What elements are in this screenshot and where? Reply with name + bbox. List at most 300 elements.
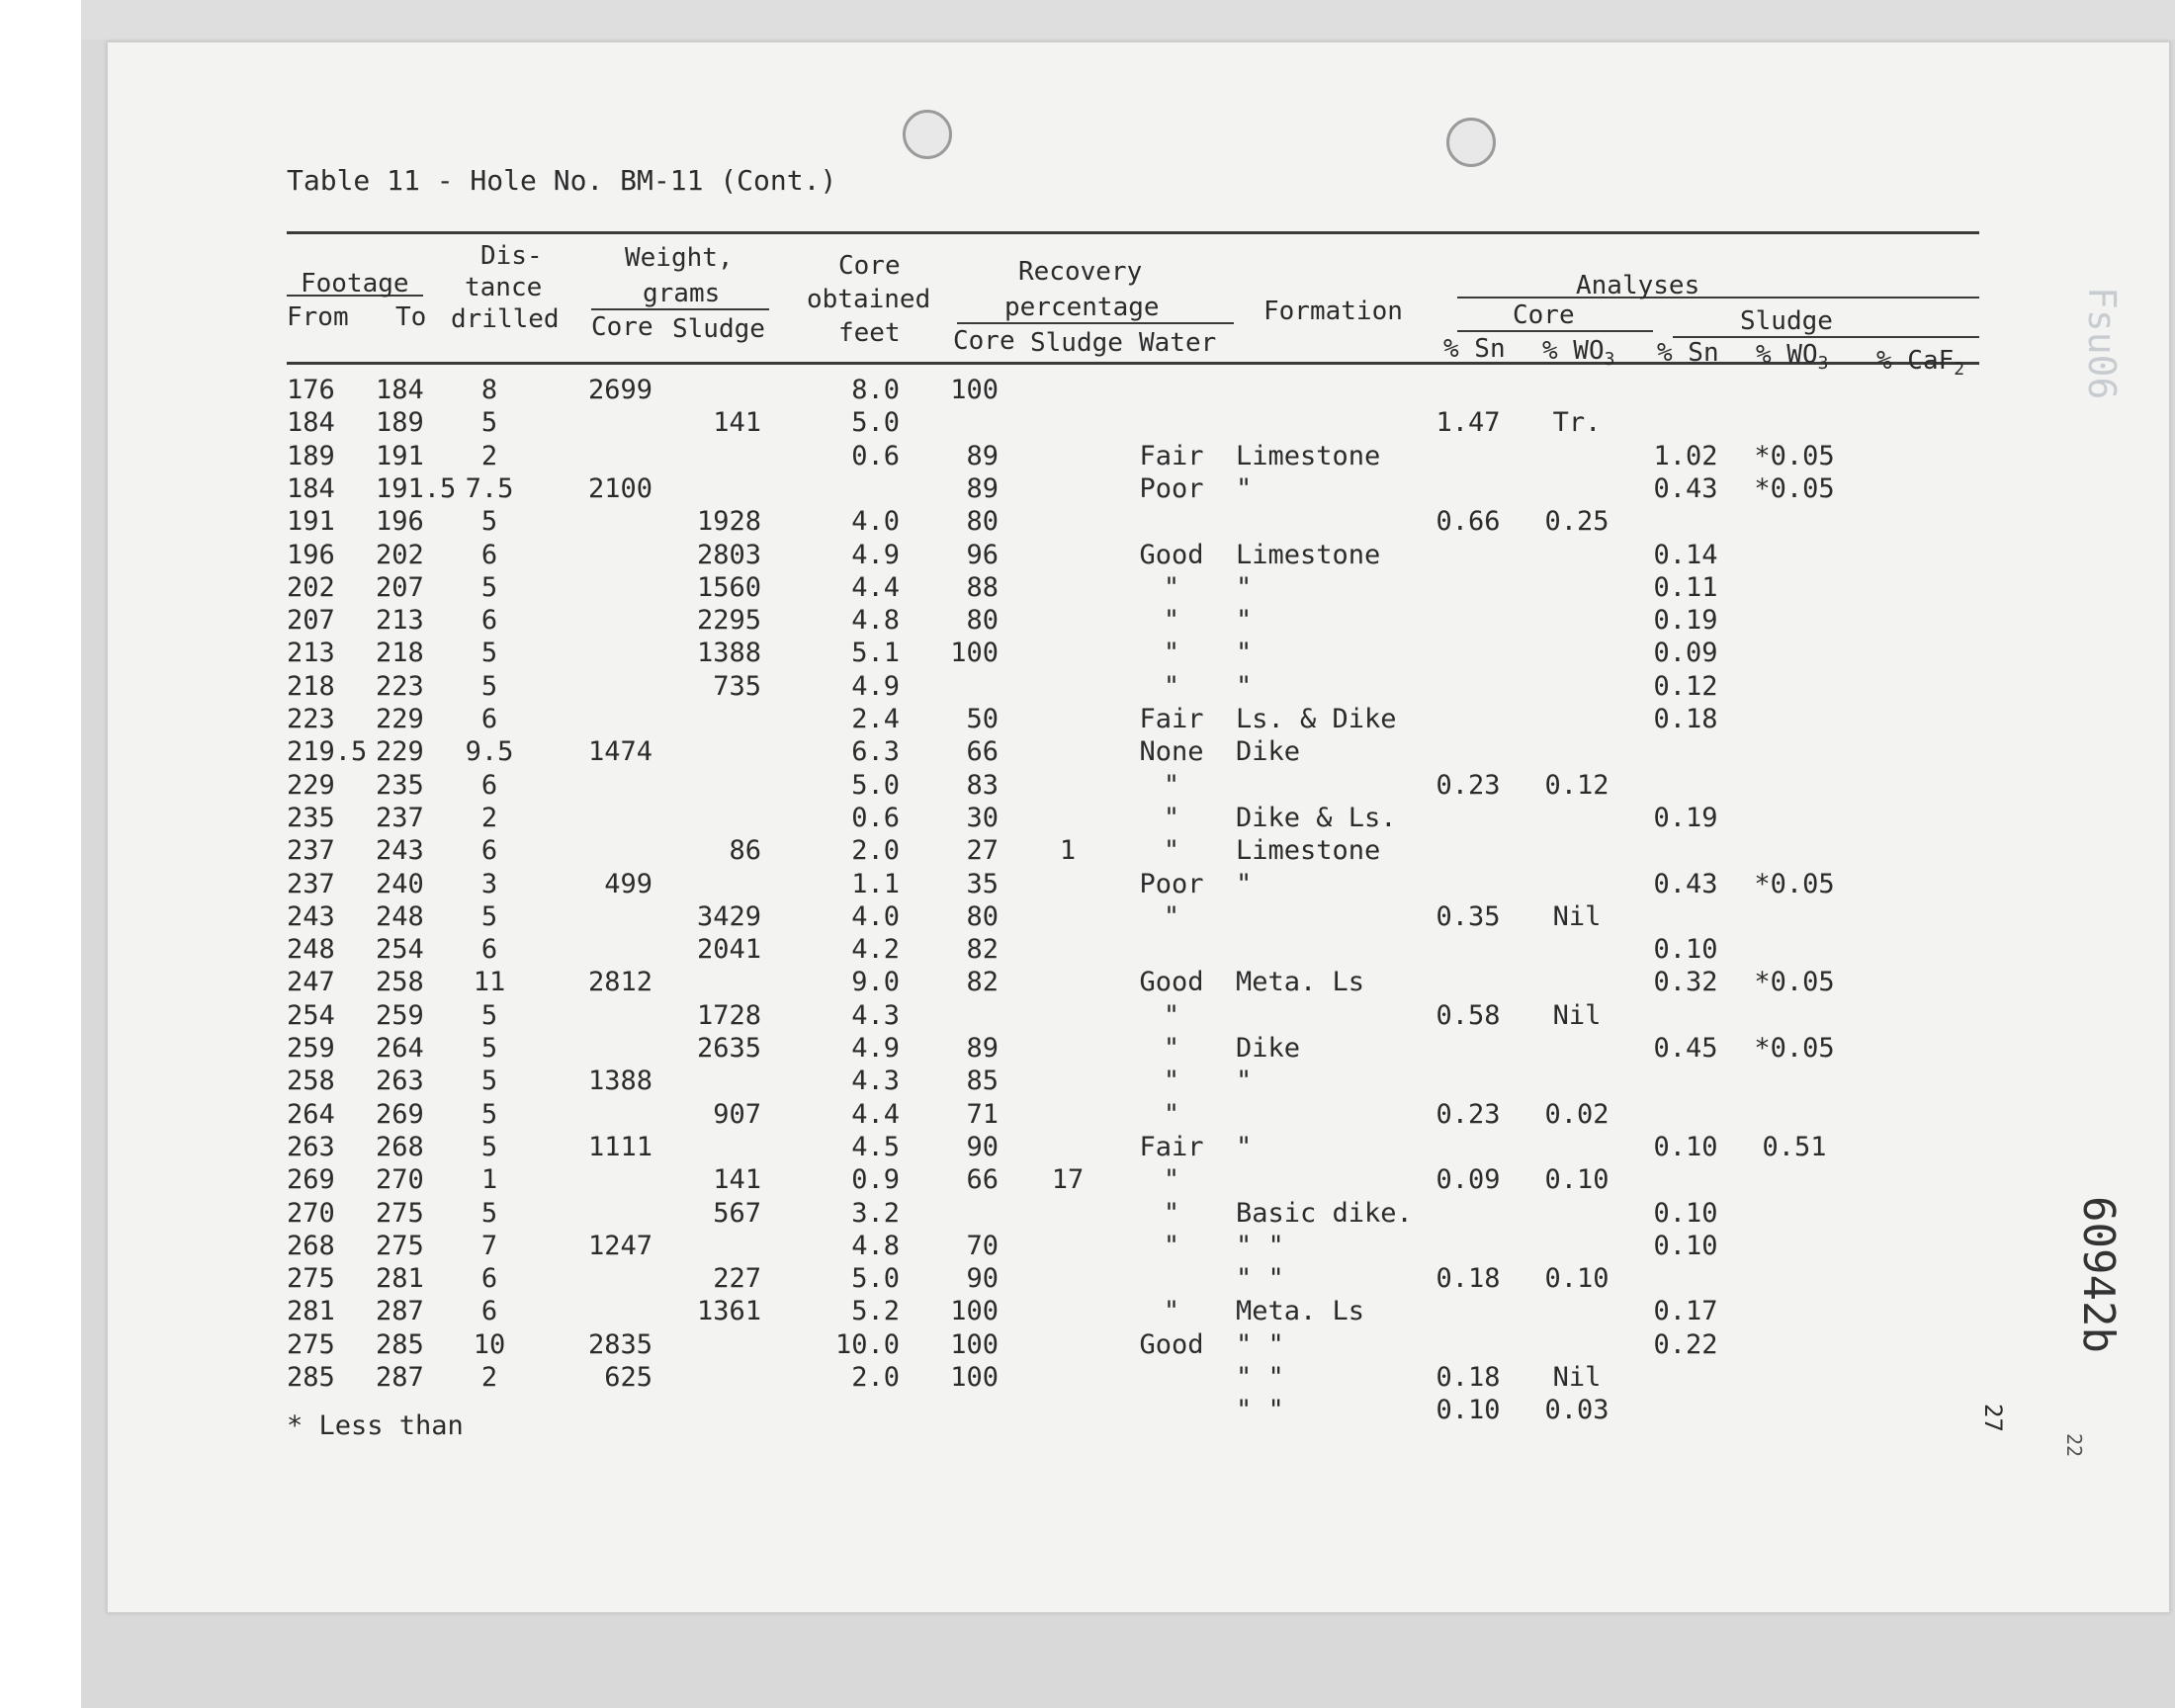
cell-weight-core: 2835 <box>587 1329 652 1360</box>
header-weight-top: Weight, <box>625 243 734 273</box>
header-bottom-rule <box>287 362 1979 365</box>
cell-core-feet: 4.3 <box>851 1066 900 1096</box>
cell-core-feet: 0.6 <box>851 803 900 833</box>
header-recovery-water: Water <box>1139 328 1217 358</box>
cell-drilled: 5 <box>480 1033 498 1064</box>
cell-core-feet: 4.0 <box>851 506 900 537</box>
cell-core-feet: 2.4 <box>851 704 900 734</box>
cell-from: 281 <box>287 1296 335 1326</box>
cell-rec-core: 96 <box>966 540 999 570</box>
cell-rec-sludge: 17 <box>1051 1164 1085 1195</box>
cell-weight-sludge: 227 <box>713 1263 761 1294</box>
cell-sludge-sn: 0.19 <box>1653 803 1718 833</box>
cell-core-feet: 2.0 <box>851 1362 900 1393</box>
cell-core-feet: 4.8 <box>851 605 900 636</box>
cell-weight-sludge: 1728 <box>696 1000 761 1031</box>
cell-sludge-sn: 0.18 <box>1653 704 1718 734</box>
left-margin-strip <box>0 0 81 1708</box>
cell-from: 229 <box>287 770 335 801</box>
cell-to: 275 <box>376 1198 424 1229</box>
cell-sludge-sn: 0.12 <box>1653 671 1718 702</box>
cell-core-feet: 9.0 <box>851 967 900 997</box>
stamp-number: 60942b <box>2073 1196 2124 1353</box>
cell-core-sn: 0.09 <box>1436 1164 1501 1195</box>
cell-core-feet: 10.0 <box>834 1329 900 1360</box>
cell-from: 189 <box>287 441 335 471</box>
cell-sludge-wo3: *0.05 <box>1754 869 1835 899</box>
cell-core-feet: 5.0 <box>851 770 900 801</box>
cell-weight-core: 1111 <box>587 1132 652 1162</box>
cell-drilled: 11 <box>473 967 506 997</box>
cell-quality: " <box>1163 1066 1180 1096</box>
cell-rec-core: 85 <box>966 1066 999 1096</box>
cell-weight-sludge: 2295 <box>696 605 761 636</box>
cell-core-sn: 0.10 <box>1436 1395 1501 1425</box>
cell-rec-core: 100 <box>950 1362 999 1393</box>
cell-rec-core: 89 <box>966 441 999 471</box>
cell-to: 275 <box>376 1231 424 1261</box>
header-analyses-sludge: Sludge <box>1740 306 1833 336</box>
cell-drilled: 1 <box>480 1164 498 1195</box>
cell-core-feet: 0.6 <box>851 441 900 471</box>
cell-core-wo3: 0.12 <box>1544 770 1610 801</box>
cell-to: 218 <box>376 638 424 668</box>
cell-from: 268 <box>287 1231 335 1261</box>
cell-drilled: 2 <box>480 1362 498 1393</box>
cell-from: 247 <box>287 967 335 997</box>
header-core-obtained-feet: feet <box>838 318 901 348</box>
cell-rec-core: 27 <box>966 835 999 866</box>
cell-drilled: 5 <box>480 638 498 668</box>
cell-formation: Dike <box>1236 736 1301 767</box>
cell-drilled: 10 <box>473 1329 506 1360</box>
header-recovery-mid: percentage <box>1004 293 1160 322</box>
cell-weight-core: 2812 <box>587 967 652 997</box>
cell-to: 259 <box>376 1000 424 1031</box>
cell-drilled: 6 <box>480 835 498 866</box>
cell-rec-core: 80 <box>966 506 999 537</box>
cell-drilled: 6 <box>480 1263 498 1294</box>
cell-formation: " " <box>1236 1231 1284 1261</box>
cell-formation: " <box>1236 869 1253 899</box>
cell-rec-core: 82 <box>966 934 999 965</box>
cell-drilled: 2 <box>480 441 498 471</box>
punch-hole-right <box>1446 118 1496 167</box>
cell-drilled: 5 <box>480 1066 498 1096</box>
cell-formation: " <box>1236 605 1253 636</box>
cell-rec-core: 89 <box>966 473 999 504</box>
header-sludge-caf2: % CaF$_2$ <box>1876 346 1965 380</box>
cell-rec-core: 70 <box>966 1231 999 1261</box>
cell-quality: " <box>1163 835 1180 866</box>
cell-sludge-sn: 0.22 <box>1653 1329 1718 1360</box>
cell-drilled: 5 <box>480 671 498 702</box>
header-core-wo3: % $WO_3$ <box>1542 336 1615 370</box>
header-core-obtained-top: Core <box>838 251 901 281</box>
cell-from: 176 <box>287 375 335 405</box>
cell-quality: None <box>1139 736 1204 767</box>
cell-core-sn: 0.58 <box>1436 1000 1501 1031</box>
cell-to: 269 <box>376 1099 424 1130</box>
cell-core-feet: 1.1 <box>851 869 900 899</box>
cell-weight-core: 625 <box>604 1362 652 1393</box>
header-top-rule <box>287 231 1979 234</box>
recovery-underline <box>957 322 1234 324</box>
header-distance-mid: tance <box>465 273 543 302</box>
cell-from: 269 <box>287 1164 335 1195</box>
cell-quality: " <box>1163 803 1180 833</box>
cell-formation: Limestone <box>1236 835 1381 866</box>
header-core-obtained-mid: obtained <box>807 285 931 314</box>
header-from: From <box>287 302 349 332</box>
header-sludge-wo3: % $WO_3$ <box>1756 340 1829 374</box>
cell-rec-core: 100 <box>950 375 999 405</box>
header-recovery-top: Recovery <box>1018 257 1143 287</box>
cell-core-feet: 0.9 <box>851 1164 900 1195</box>
cell-to: 258 <box>376 967 424 997</box>
cell-quality: " <box>1163 638 1180 668</box>
cell-quality: " <box>1163 1198 1180 1229</box>
cell-core-wo3: Nil <box>1552 1000 1602 1031</box>
header-to: To <box>395 302 427 332</box>
cell-from: 184 <box>287 407 335 438</box>
cell-core-feet: 4.4 <box>851 572 900 603</box>
cell-drilled: 5 <box>480 407 498 438</box>
cell-from: 237 <box>287 869 335 899</box>
table-title: Table 11 - Hole No. BM-11 (Cont.) <box>287 164 837 197</box>
cell-core-feet: 4.8 <box>851 1231 900 1261</box>
cell-drilled: 6 <box>480 704 498 734</box>
cell-formation: Meta. Ls <box>1236 967 1365 997</box>
cell-sludge-sn: 0.19 <box>1653 605 1718 636</box>
cell-drilled: 3 <box>480 869 498 899</box>
cell-quality: " <box>1163 1231 1180 1261</box>
punch-hole-left <box>903 110 952 159</box>
cell-weight-core: 1247 <box>587 1231 652 1261</box>
cell-weight-core: 1388 <box>587 1066 652 1096</box>
cell-drilled: 5 <box>480 1000 498 1031</box>
cell-quality: " <box>1163 572 1180 603</box>
cell-weight-core: 2699 <box>587 375 652 405</box>
cell-formation: " <box>1236 1066 1253 1096</box>
cell-core-wo3: 0.10 <box>1544 1164 1610 1195</box>
cell-from: 270 <box>287 1198 335 1229</box>
cell-from: 263 <box>287 1132 335 1162</box>
cell-drilled: 5 <box>480 572 498 603</box>
cell-rec-core: 89 <box>966 1033 999 1064</box>
header-recovery-sludge: Sludge <box>1030 328 1123 358</box>
cell-formation: " <box>1236 671 1253 702</box>
page-number: 27 <box>1979 1404 2007 1432</box>
cell-weight-sludge: 2803 <box>696 540 761 570</box>
cell-core-sn: 0.23 <box>1436 1099 1501 1130</box>
cell-rec-core: 50 <box>966 704 999 734</box>
cell-weight-sludge: 735 <box>713 671 761 702</box>
cell-core-feet: 4.4 <box>851 1099 900 1130</box>
cell-weight-sludge: 2635 <box>696 1033 761 1064</box>
cell-sludge-wo3: *0.05 <box>1754 441 1835 471</box>
cell-from: 223 <box>287 704 335 734</box>
cell-drilled: 9.5 <box>465 736 514 767</box>
cell-from: 275 <box>287 1329 335 1360</box>
cell-formation: " " <box>1236 1362 1284 1393</box>
cell-formation: " <box>1236 638 1253 668</box>
cell-sludge-sn: 0.32 <box>1653 967 1718 997</box>
cell-rec-core: 82 <box>966 967 999 997</box>
cell-drilled: 6 <box>480 540 498 570</box>
cell-formation: " " <box>1236 1329 1284 1360</box>
cell-sludge-sn: 0.10 <box>1653 1132 1718 1162</box>
cell-sludge-wo3: 0.51 <box>1762 1132 1827 1162</box>
cell-drilled: 5 <box>480 1132 498 1162</box>
margin-small-mark: 22 <box>2062 1433 2086 1458</box>
cell-drilled: 2 <box>480 803 498 833</box>
cell-to: 281 <box>376 1263 424 1294</box>
cell-core-feet: 5.2 <box>851 1296 900 1326</box>
header-recovery-core: Core <box>953 326 1015 356</box>
cell-to: 287 <box>376 1296 424 1326</box>
cell-from: 243 <box>287 901 335 932</box>
cell-rec-core: 66 <box>966 1164 999 1195</box>
cell-to: 223 <box>376 671 424 702</box>
cell-formation: Limestone <box>1236 540 1381 570</box>
cell-rec-sludge: 1 <box>1059 835 1077 866</box>
cell-drilled: 6 <box>480 605 498 636</box>
cell-quality: " <box>1163 1164 1180 1195</box>
cell-core-sn: 0.66 <box>1436 506 1501 537</box>
cell-quality: Poor <box>1139 473 1204 504</box>
cell-to: 240 <box>376 869 424 899</box>
cell-quality: Fair <box>1139 1132 1204 1162</box>
cell-rec-core: 88 <box>966 572 999 603</box>
cell-quality: " <box>1163 671 1180 702</box>
cell-from: 219.5 <box>287 736 368 767</box>
cell-from: 285 <box>287 1362 335 1393</box>
cell-to: 207 <box>376 572 424 603</box>
cell-to: 196 <box>376 506 424 537</box>
cell-rec-core: 80 <box>966 901 999 932</box>
core-analyses-underline <box>1457 330 1653 332</box>
cell-weight-sludge: 1388 <box>696 638 761 668</box>
cell-to: 202 <box>376 540 424 570</box>
cell-to: 189 <box>376 407 424 438</box>
cell-weight-sludge: 2041 <box>696 934 761 965</box>
cell-sludge-sn: 0.14 <box>1653 540 1718 570</box>
cell-weight-sludge: 567 <box>713 1198 761 1229</box>
cell-from: 275 <box>287 1263 335 1294</box>
header-analyses-core: Core <box>1513 300 1575 330</box>
cell-weight-sludge: 1560 <box>696 572 761 603</box>
cell-to: 229 <box>376 736 424 767</box>
cell-core-sn: 0.18 <box>1436 1362 1501 1393</box>
cell-formation: " " <box>1236 1395 1284 1425</box>
cell-weight-sludge: 141 <box>713 1164 761 1195</box>
cell-from: 196 <box>287 540 335 570</box>
cell-sludge-wo3: *0.05 <box>1754 473 1835 504</box>
cell-quality: Good <box>1139 540 1204 570</box>
cell-drilled: 6 <box>480 1296 498 1326</box>
cell-formation: Ls. & Dike <box>1236 704 1397 734</box>
cell-sludge-wo3: *0.05 <box>1754 1033 1835 1064</box>
cell-to: 237 <box>376 803 424 833</box>
cell-quality: " <box>1163 1033 1180 1064</box>
header-footage: Footage <box>301 269 409 299</box>
cell-quality: Fair <box>1139 441 1204 471</box>
cell-to: 270 <box>376 1164 424 1195</box>
cell-to: 248 <box>376 901 424 932</box>
cell-core-feet: 5.1 <box>851 638 900 668</box>
cell-formation: " <box>1236 473 1253 504</box>
cell-from: 191 <box>287 506 335 537</box>
cell-quality: " <box>1163 901 1180 932</box>
cell-drilled: 5 <box>480 901 498 932</box>
cell-core-feet: 3.2 <box>851 1198 900 1229</box>
cell-core-feet: 4.2 <box>851 934 900 965</box>
cell-formation: " <box>1236 1132 1253 1162</box>
cell-sludge-sn: 0.10 <box>1653 1231 1718 1261</box>
cell-sludge-sn: 0.43 <box>1653 473 1718 504</box>
cell-sludge-sn: 0.09 <box>1653 638 1718 668</box>
cell-quality: Fair <box>1139 704 1204 734</box>
cell-drilled: 5 <box>480 1099 498 1130</box>
cell-to: 264 <box>376 1033 424 1064</box>
cell-core-sn: 0.23 <box>1436 770 1501 801</box>
cell-drilled: 6 <box>480 770 498 801</box>
header-weight-core: Core <box>591 312 653 342</box>
cell-drilled: 7 <box>480 1231 498 1261</box>
cell-formation: " " <box>1236 1263 1284 1294</box>
cell-from: 254 <box>287 1000 335 1031</box>
cell-core-feet: 4.9 <box>851 1033 900 1064</box>
cell-rec-core: 80 <box>966 605 999 636</box>
cell-sludge-sn: 0.43 <box>1653 869 1718 899</box>
cell-core-wo3: Nil <box>1552 901 1602 932</box>
cell-to: 191.5 <box>376 473 457 504</box>
cell-quality: " <box>1163 1099 1180 1130</box>
cell-core-wo3: Nil <box>1552 1362 1602 1393</box>
cell-core-feet: 4.5 <box>851 1132 900 1162</box>
cell-formation: Meta. Ls <box>1236 1296 1365 1326</box>
cell-core-feet: 4.3 <box>851 1000 900 1031</box>
cell-to: 235 <box>376 770 424 801</box>
cell-rec-core: 90 <box>966 1263 999 1294</box>
cell-quality: " <box>1163 605 1180 636</box>
cell-from: 248 <box>287 934 335 965</box>
cell-from: 213 <box>287 638 335 668</box>
header-distance-top: Dis- <box>480 241 543 271</box>
cell-weight-sludge: 907 <box>713 1099 761 1130</box>
cell-formation: Dike & Ls. <box>1236 803 1397 833</box>
cell-drilled: 8 <box>480 375 498 405</box>
cell-weight-core: 499 <box>604 869 652 899</box>
cell-rec-core: 35 <box>966 869 999 899</box>
cell-quality: Poor <box>1139 869 1204 899</box>
cell-weight-sludge: 1361 <box>696 1296 761 1326</box>
cell-core-sn: 0.35 <box>1436 901 1501 932</box>
cell-core-wo3: 0.03 <box>1544 1395 1610 1425</box>
cell-rec-core: 90 <box>966 1132 999 1162</box>
cell-from: 259 <box>287 1033 335 1064</box>
cell-from: 264 <box>287 1099 335 1130</box>
cell-quality: Good <box>1139 967 1204 997</box>
cell-quality: " <box>1163 1296 1180 1326</box>
cell-to: 213 <box>376 605 424 636</box>
cell-core-feet: 5.0 <box>851 407 900 438</box>
cell-core-wo3: 0.10 <box>1544 1263 1610 1294</box>
cell-weight-core: 1474 <box>587 736 652 767</box>
cell-to: 243 <box>376 835 424 866</box>
analyses-underline <box>1457 297 1979 299</box>
cell-to: 263 <box>376 1066 424 1096</box>
cell-sludge-wo3: *0.05 <box>1754 967 1835 997</box>
cell-weight-core: 2100 <box>587 473 652 504</box>
cell-drilled: 5 <box>480 1198 498 1229</box>
cell-quality: Good <box>1139 1329 1204 1360</box>
cell-rec-core: 100 <box>950 638 999 668</box>
cell-weight-sludge: 141 <box>713 407 761 438</box>
cell-to: 268 <box>376 1132 424 1162</box>
header-weight-sludge: Sludge <box>672 314 765 344</box>
cell-rec-core: 100 <box>950 1329 999 1360</box>
cell-core-feet: 6.3 <box>851 736 900 767</box>
cell-weight-sludge: 86 <box>729 835 761 866</box>
cell-core-feet: 4.9 <box>851 671 900 702</box>
cell-core-feet: 8.0 <box>851 375 900 405</box>
top-margin-strip <box>81 0 2175 40</box>
cell-core-wo3: 0.02 <box>1544 1099 1610 1130</box>
cell-sludge-sn: 0.10 <box>1653 934 1718 965</box>
weight-underline <box>591 308 769 310</box>
cell-sludge-sn: 0.10 <box>1653 1198 1718 1229</box>
header-sludge-sn: % Sn <box>1657 338 1719 368</box>
cell-sludge-sn: 0.11 <box>1653 572 1718 603</box>
cell-sludge-sn: 0.17 <box>1653 1296 1718 1326</box>
cell-formation: Dike <box>1236 1033 1301 1064</box>
cell-core-wo3: 0.25 <box>1544 506 1610 537</box>
cell-weight-sludge: 1928 <box>696 506 761 537</box>
cell-core-feet: 4.0 <box>851 901 900 932</box>
cell-drilled: 5 <box>480 506 498 537</box>
cell-quality: " <box>1163 1000 1180 1031</box>
cell-from: 218 <box>287 671 335 702</box>
cell-to: 254 <box>376 934 424 965</box>
header-drilled: drilled <box>451 304 560 334</box>
header-weight-mid: grams <box>643 279 721 308</box>
cell-to: 229 <box>376 704 424 734</box>
cell-from: 202 <box>287 572 335 603</box>
cell-sludge-sn: 0.45 <box>1653 1033 1718 1064</box>
cell-rec-core: 30 <box>966 803 999 833</box>
cell-from: 258 <box>287 1066 335 1096</box>
cell-core-feet: 5.0 <box>851 1263 900 1294</box>
cell-to: 184 <box>376 375 424 405</box>
cell-to: 285 <box>376 1329 424 1360</box>
cell-from: 184 <box>287 473 335 504</box>
stamp-top: Fsu06 <box>2080 287 2124 400</box>
cell-rec-core: 66 <box>966 736 999 767</box>
cell-core-sn: 1.47 <box>1436 407 1501 438</box>
cell-drilled: 7.5 <box>465 473 514 504</box>
cell-sludge-sn: 1.02 <box>1653 441 1718 471</box>
cell-drilled: 6 <box>480 934 498 965</box>
header-core-sn: % Sn <box>1443 334 1506 364</box>
cell-quality: " <box>1163 770 1180 801</box>
cell-rec-core: 83 <box>966 770 999 801</box>
cell-formation: " <box>1236 572 1253 603</box>
cell-core-wo3: Tr. <box>1552 407 1602 438</box>
cell-core-feet: 2.0 <box>851 835 900 866</box>
cell-core-sn: 0.18 <box>1436 1263 1501 1294</box>
